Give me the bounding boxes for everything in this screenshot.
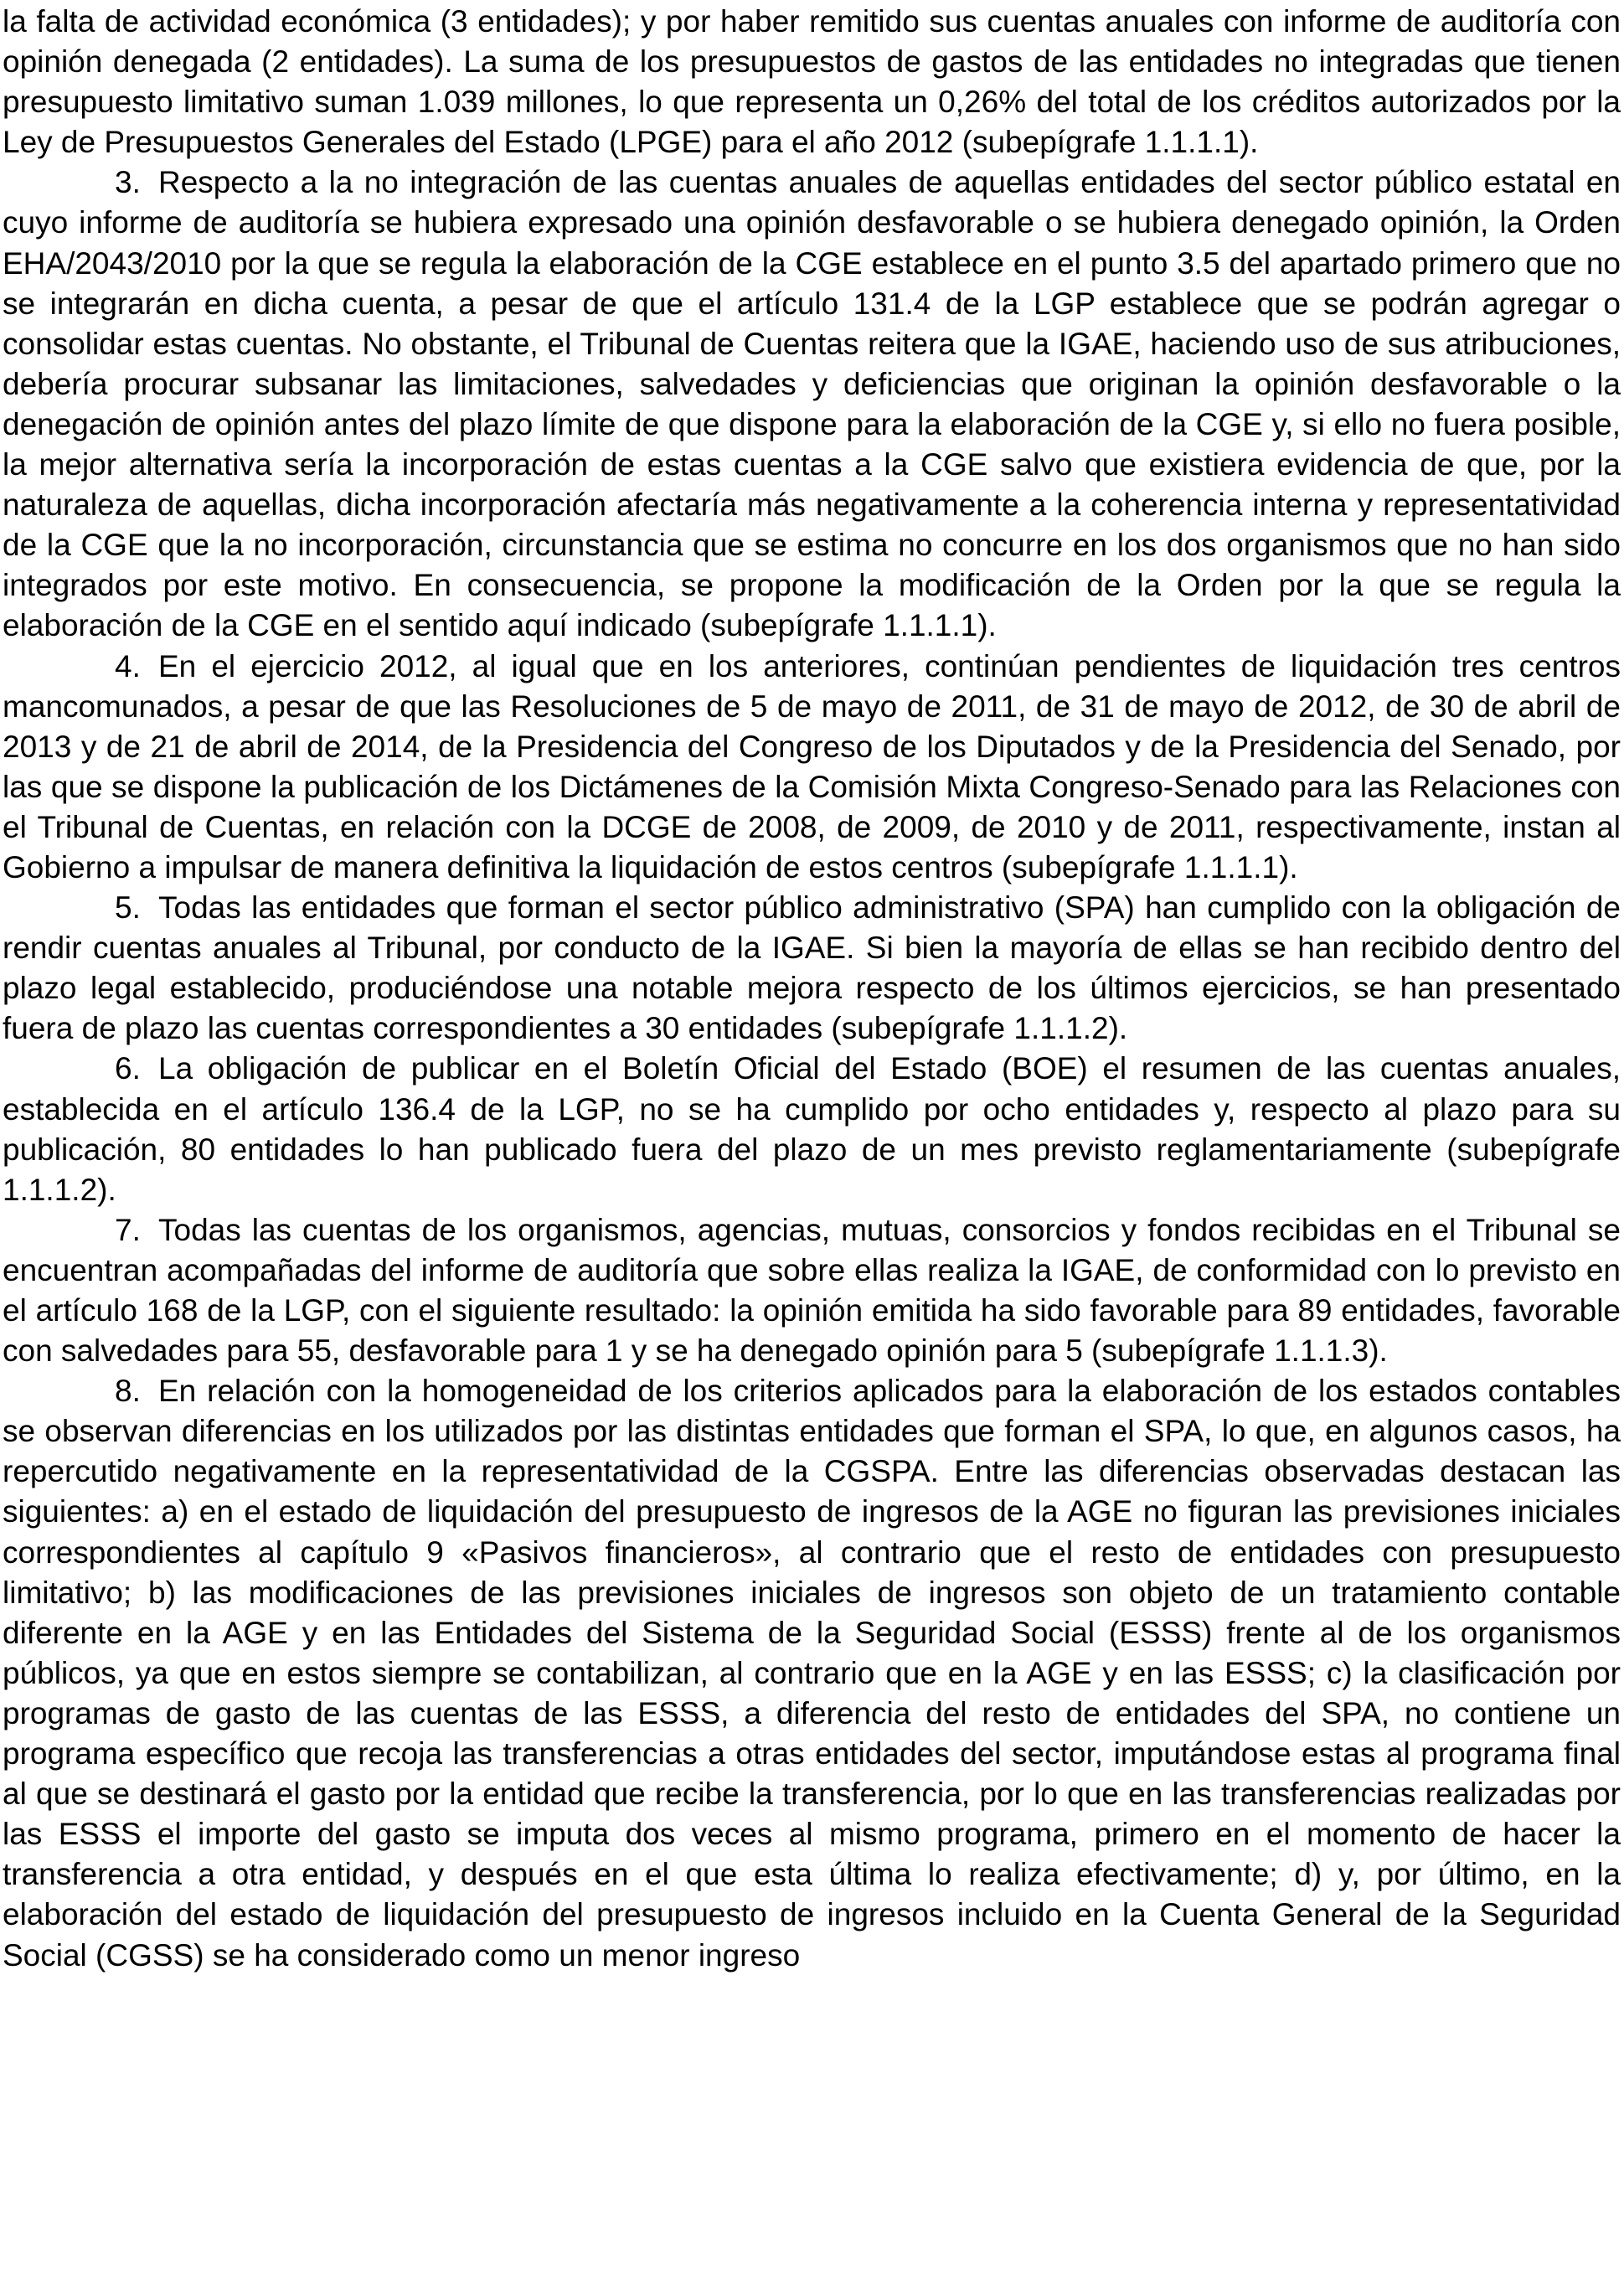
paragraph-number: 8. <box>115 1374 141 1409</box>
paragraph-5 <box>3 888 1621 1049</box>
paragraph-4 <box>3 647 1621 889</box>
paragraph-number: 3. <box>115 165 141 200</box>
paragraph-number: 4. <box>115 648 141 683</box>
paragraph-3 <box>3 162 1621 646</box>
paragraph-7 <box>3 1210 1621 1371</box>
paragraph-6 <box>3 1049 1621 1209</box>
paragraph-text: La obligación de publicar en el Boletín Oficial del Estado (BOE) el resumen de las cuentas anuales, establecida en el artículo 136.4 de la LGP, no se ha cumplido por ocho entidades y, respecto al plazo para su publicación, 80 entidades lo han publicado fuera del plazo de un mes previsto reglamentariamente (subepígrafe 1.1.1.2). <box>3 1051 1621 1207</box>
paragraph-8 <box>3 1371 1621 1975</box>
lead-paragraph: la falta de actividad económica (3 entidades); y por haber remitido sus cuentas anuales con informe de auditoría con opinión denegada (2 entidades). La suma de los presupuestos de gastos de las entidades no integradas que tienen presupuesto limitativo suman 1.039 millones, lo que representa un 0,26% del total de los créditos autorizados por la Ley de Presupuestos Generales del Estado (LPGE) para el año 2012 (subepígrafe 1.1.1.1). <box>3 4 1621 160</box>
paragraph-text: En el ejercicio 2012, al igual que en los anteriores, continúan pendientes de liquidación tres centros mancomunados, a pesar de que las Resoluciones de 5 de mayo de 2011, de 31 de mayo de 2012, de 30 de abril de 2013 y de 21 de abril de 2014, de la Presidencia del Congreso de los Diputados y de la Presidencia del Senado, por las que se dispone la publicación de los Dictámenes de la Comisión Mixta Congreso-Senado para las Relaciones con el Tribunal de Cuentas, en relación con la DCGE de 2008, de 2009, de 2010 y de 2011, respectivamente, instan al Gobierno a impulsar de manera definitiva la liquidación de estos centros (subepígrafe 1.1.1.1). <box>3 648 1621 884</box>
paragraph-text: Respecto a la no integración de las cuentas anuales de aquellas entidades del sector público estatal en cuyo informe de auditoría se hubiera expresado una opinión desfavorable o se hubiera denegado opinión, la Orden EHA/2043/2010 por la que se regula la elaboración de la CGE establece en el punto 3.5 del apartado primero que no se integrarán en dicha cuenta, a pesar de que el artículo 131.4 de la LGP establece que se podrán agregar o consolidar estas cuentas. No obstante, el Tribunal de Cuentas reitera que la IGAE, haciendo uso de sus atribuciones, debería procurar subsanar las limitaciones, salvedades y deficiencias que originan la opinión desfavorable o la denegación de opinión antes del plazo límite de que dispone para la elaboración de la CGE y, si ello no fuera posible, la mejor alternativa sería la incorporación de estas cuentas a la CGE salvo que existiera evidencia de que, por la naturaleza de aquellas, dicha incorporación afectaría más negativamente a la coherencia interna y representatividad de la CGE que la no incorporación, circunstancia que se estima no concurre en los dos organismos que no han sido integrados por este motivo. En consecuencia, se propone la modificación de la Orden por la que se regula la elaboración de la CGE en el sentido aquí indicado (subepígrafe 1.1.1.1). <box>3 165 1621 643</box>
paragraph-text: Todas las entidades que forman el sector público administrativo (SPA) han cumplido con la obligación de rendir cuentas anuales al Tribunal, por conducto de la IGAE. Si bien la mayoría de ellas se han recibido dentro del plazo legal establecido, produciéndose una notable mejora respecto de los últimos ejercicios, se han presentado fuera de plazo las cuentas correspondientes a 30 entidades (subepígrafe 1.1.1.2). <box>3 890 1621 1046</box>
paragraph-text: Todas las cuentas de los organismos, agencias, mutuas, consorcios y fondos recibidas en el Tribunal se encuentran acompañadas del informe de auditoría que sobre ellas realiza la IGAE, de conformidad con lo previsto en el artículo 168 de la LGP, con el siguiente resultado: la opinión emitida ha sido favorable para 89 entidades, favorable con salvedades para 55, desfavorable para 1 y se ha denegado opinión para 5 (subepígrafe 1.1.1.3). <box>3 1212 1621 1369</box>
paragraph-number: 5. <box>115 890 141 926</box>
paragraph-number: 7. <box>115 1212 141 1247</box>
paragraph-number: 6. <box>115 1051 141 1086</box>
paragraph-text: En relación con la homogeneidad de los criterios aplicados para la elaboración de los estados contables se observan diferencias en los utilizados por las distintas entidades que forman el SPA, lo que, en algunos casos, ha repercutido negativamente en la representatividad de la CGSPA. Entre las diferencias observadas destacan las siguientes: a) en el estado de liquidación del presupuesto de ingresos de la AGE no figuran las previsiones iniciales correspondientes al capítulo 9 «Pasivos financieros», al contrario que el resto de entidades con presupuesto limitativo; b) las modificaciones de las previsiones iniciales de ingresos son objeto de un tratamiento contable diferente en la AGE y en las Entidades del Sistema de la Seguridad Social (ESSS) frente al de los organismos públicos, ya que en estos siempre se contabilizan, al contrario que en la AGE y en las ESSS; c) la clasificación por programas de gasto de las cuentas de las ESSS, a diferencia del resto de entidades del SPA, no contiene un programa específico que recoja las transferencias a otras entidades del sector, imputándose estas al programa final al que se destinará el gasto por la entidad que recibe la transferencia, por lo que en las transferencias realizadas por las ESSS el importe del gasto se imputa dos veces al mismo programa, primero en el momento de hacer la transferencia a otra entidad, y después en el que esta última lo realiza efectivamente; d) y, por último, en la elaboración del estado de liquidación del presupuesto de ingresos incluido en la Cuenta General de la Seguridad Social (CGSS) se ha considerado como un menor ingreso <box>3 1374 1621 1973</box>
